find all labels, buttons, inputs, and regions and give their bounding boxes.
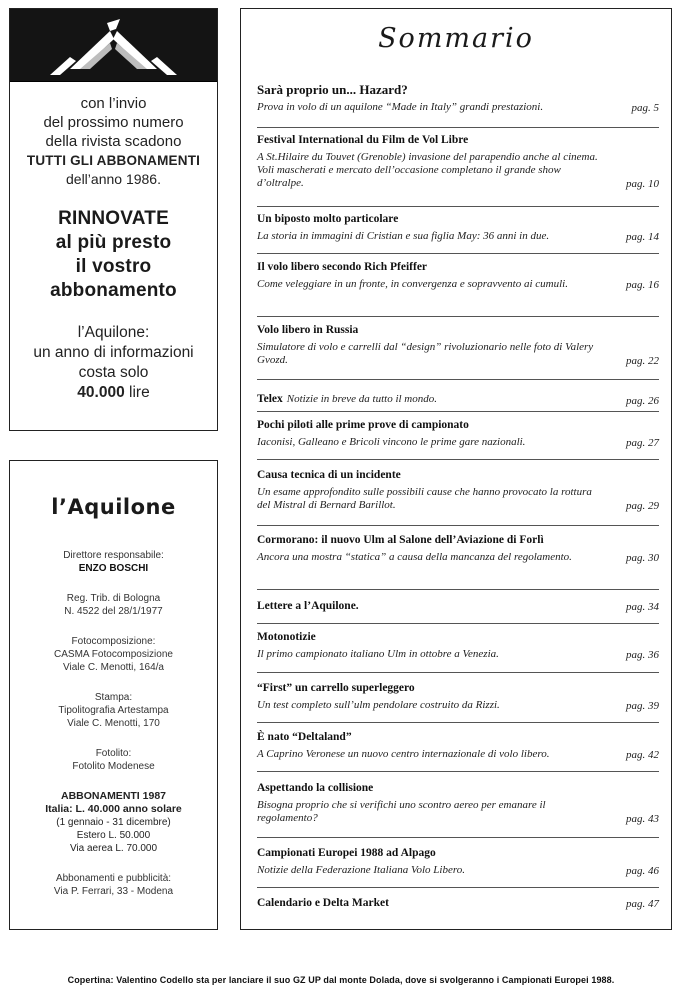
magazine-logo: l’Aquilone — [51, 495, 176, 519]
typesetting-line: CASMA Fotocomposizione — [54, 649, 173, 660]
entry-page-number: pag. 27 — [626, 437, 659, 449]
entry-description: Prova in volo di un aquilone “Made in Italy” grandi prestazioni. — [257, 101, 544, 113]
info-line: l’Aquilone: — [77, 324, 150, 341]
advertising-block — [10, 872, 217, 898]
entry-description: Come veleggiare in un fronte, in convergenza e sopravvento ai cumuli. — [257, 278, 568, 290]
subscription-price-info — [10, 323, 217, 403]
eagle-banner — [10, 9, 217, 82]
toc-entry[interactable] — [257, 213, 659, 243]
divider — [257, 411, 659, 412]
registration-line: Reg. Trib. di Bologna — [66, 593, 161, 604]
entry-title: Festival International du Film de Vol Libre — [257, 134, 469, 146]
entry-description: Simulatore di volo e carrelli dal “design” rivoluzionario nelle foto di Valery Gvozd. — [257, 341, 594, 366]
toc-entry[interactable] — [257, 469, 659, 512]
renewal-notice-box — [9, 8, 218, 431]
toc-entry[interactable] — [257, 261, 659, 291]
entry-page-number: pag. 42 — [626, 749, 659, 761]
subscriptions-italy: Italia: L. 40.000 anno solare — [45, 803, 182, 815]
toc-entry[interactable] — [257, 134, 659, 190]
entry-page-number: pag. 22 — [626, 355, 659, 367]
intro-line: con l’invio — [80, 95, 147, 112]
entry-page-number: pag. 29 — [626, 500, 659, 512]
entry-title: È nato “Deltaland” — [257, 731, 352, 743]
divider — [257, 127, 659, 128]
cta-line: RINNOVATE — [58, 208, 169, 229]
print-line: Tipolitografia Artestampa — [58, 705, 169, 716]
renew-call-to-action — [10, 207, 217, 303]
entry-title: Calendario e Delta Market — [257, 897, 389, 909]
divider — [257, 623, 659, 624]
entry-title: Lettere a l’Aquilone. — [257, 600, 359, 612]
entry-title: Motonotizie — [257, 631, 316, 643]
advertising-label: Abbonamenti e pubblicità: — [55, 873, 172, 884]
entry-description: Notizie della Federazione Italiana Volo Libero. — [257, 864, 465, 876]
entry-page-number: pag. 46 — [626, 865, 659, 877]
divider — [257, 589, 659, 590]
toc-entry[interactable] — [257, 731, 659, 761]
entry-page-number: pag. 39 — [626, 700, 659, 712]
toc-entry[interactable] — [257, 534, 659, 564]
entry-description: Ancora una mostra “statica” a causa della mancanza del regolamento. — [257, 551, 572, 563]
subscriptions-period: (1 gennaio - 31 dicembre) — [56, 817, 171, 828]
intro-line: della rivista scadono — [45, 133, 182, 150]
entry-title: Causa tecnica di un incidente — [257, 469, 401, 481]
intro-line: del prossimo numero — [43, 114, 184, 131]
info-line: costa solo — [78, 364, 149, 381]
entry-page-number: pag. 26 — [626, 395, 659, 407]
divider — [257, 379, 659, 380]
toc-entry[interactable] — [257, 782, 659, 825]
entry-title: Cormorano: il nuovo Ulm al Salone dell’Aviazione di Forlì — [257, 534, 544, 546]
entry-page-number: pag. 14 — [626, 231, 659, 243]
entry-page-number: pag. 30 — [626, 552, 659, 564]
typesetting-label: Fotocomposizione: — [71, 636, 156, 647]
cover-caption: Copertina: Valentino Codello sta per lanciare il suo GZ UP dal monte Dolada, dove si svolgeranno i Campionati Europei 1988. — [67, 975, 615, 985]
advertising-address: Via P. Ferrari, 33 - Modena — [53, 886, 174, 897]
entry-description: Bisogna proprio che si verifichi uno scontro aereo per emanare il regolamento? — [257, 799, 546, 824]
director-label: Direttore responsabile: — [63, 550, 164, 561]
entry-page-number: pag. 43 — [626, 813, 659, 825]
entry-description: Il primo campionato italiano Ulm in ottobre a Venezia. — [257, 648, 499, 660]
print-line: Viale C. Menotti, 170 — [67, 718, 160, 729]
toc-entry[interactable] — [257, 600, 659, 613]
entry-description: Un esame approfondito sulle possibili cause che hanno provocato la rottura del Mistral di Bernard Barillot. — [257, 486, 592, 511]
photolith-name: Fotolito Modenese — [72, 761, 155, 772]
entry-page-number: pag. 34 — [626, 601, 659, 613]
cta-line: il vostro — [75, 256, 152, 277]
divider — [257, 206, 659, 207]
toc-entry[interactable] — [257, 389, 659, 407]
entry-title: “First” un carrello superleggero — [257, 682, 415, 694]
entry-title: Il volo libero secondo Rich Pfeiffer — [257, 261, 428, 273]
print-label: Stampa: — [94, 692, 133, 703]
registration-line: N. 4522 del 28/1/1977 — [64, 606, 163, 617]
entry-title: Pochi piloti alle prime prove di campionato — [257, 419, 469, 431]
intro-year: dell’anno 1986. — [66, 171, 161, 187]
toc-entry[interactable] — [257, 419, 659, 449]
entry-description: Iaconisi, Galleano e Bricoli vincono le prime gare nazionali. — [257, 436, 526, 448]
divider — [257, 722, 659, 723]
entry-title: Volo libero in Russia — [257, 324, 359, 336]
print-block — [10, 691, 217, 730]
price-line — [10, 383, 217, 403]
director-name: ENZO BOSCHI — [78, 563, 149, 574]
entry-description: A Caprino Veronese un nuovo centro internazionale di volo libero. — [257, 748, 550, 760]
toc-entry[interactable] — [257, 82, 659, 114]
all-subscriptions-label: TUTTI GLI ABBONAMENTI — [26, 153, 201, 168]
subscriptions-abroad: Estero L. 50.000 — [76, 830, 151, 841]
divider — [257, 525, 659, 526]
divider — [257, 887, 659, 888]
typesetting-block — [10, 635, 217, 674]
entry-title: Aspettando la collisione — [257, 782, 374, 794]
cta-line: abbonamento — [50, 280, 177, 301]
divider — [257, 837, 659, 838]
divider — [257, 771, 659, 772]
subscriptions-block — [10, 790, 217, 855]
entry-title: Sarà proprio un... Hazard? — [257, 82, 408, 97]
divider — [257, 316, 659, 317]
subscriptions-airmail: Via aerea L. 70.000 — [69, 843, 158, 854]
typesetting-line: Viale C. Menotti, 164/a — [63, 662, 164, 673]
toc-entry[interactable] — [257, 324, 659, 367]
entry-page-number: pag. 5 — [631, 102, 659, 114]
entry-page-number: pag. 10 — [626, 178, 659, 190]
toc-entry[interactable] — [257, 897, 659, 910]
table-of-contents — [240, 8, 672, 930]
divider — [257, 459, 659, 460]
entry-description: Un test completo sull’ulm pendolare costruito da Rizzi. — [257, 699, 500, 711]
photolith-label: Fotolito: — [95, 748, 132, 759]
cta-line: al più presto — [55, 232, 172, 253]
renewal-intro — [10, 94, 217, 189]
entry-description: La storia in immagini di Cristian e sua figlia May: 36 anni in due. — [257, 230, 550, 242]
toc-entry[interactable] — [257, 682, 659, 712]
entry-page-number: pag. 47 — [626, 898, 659, 910]
info-line: un anno di informazioni — [33, 344, 194, 361]
entry-page-number: pag. 36 — [626, 649, 659, 661]
entry-description: Notizie in breve da tutto il mondo. — [286, 393, 437, 405]
price-unit: lire — [129, 384, 150, 401]
toc-entry[interactable] — [257, 847, 659, 877]
registration-block — [10, 592, 217, 618]
eagle-emblem-icon — [10, 9, 217, 81]
toc-entry[interactable] — [257, 631, 659, 661]
entry-title: Campionati Europei 1988 ad Alpago — [257, 847, 436, 859]
price-amount: 40.000 — [77, 384, 125, 401]
subscriptions-title: ABBONAMENTI 1987 — [60, 790, 167, 802]
toc-title: Sommario — [378, 23, 534, 54]
photolith-block — [10, 747, 217, 773]
entry-title: Telex — [257, 393, 283, 405]
director-block — [10, 549, 217, 575]
entry-page-number: pag. 16 — [626, 279, 659, 291]
masthead-box — [9, 460, 218, 930]
entry-title: Un biposto molto particolare — [257, 213, 399, 225]
entry-description: A St.Hilaire du Touvet (Grenoble) invasione del parapendio anche al cinema. Voli mascherati e mercato dell’occasione completano il grande show d’oltralpe. — [257, 151, 598, 189]
divider — [257, 253, 659, 254]
divider — [257, 672, 659, 673]
